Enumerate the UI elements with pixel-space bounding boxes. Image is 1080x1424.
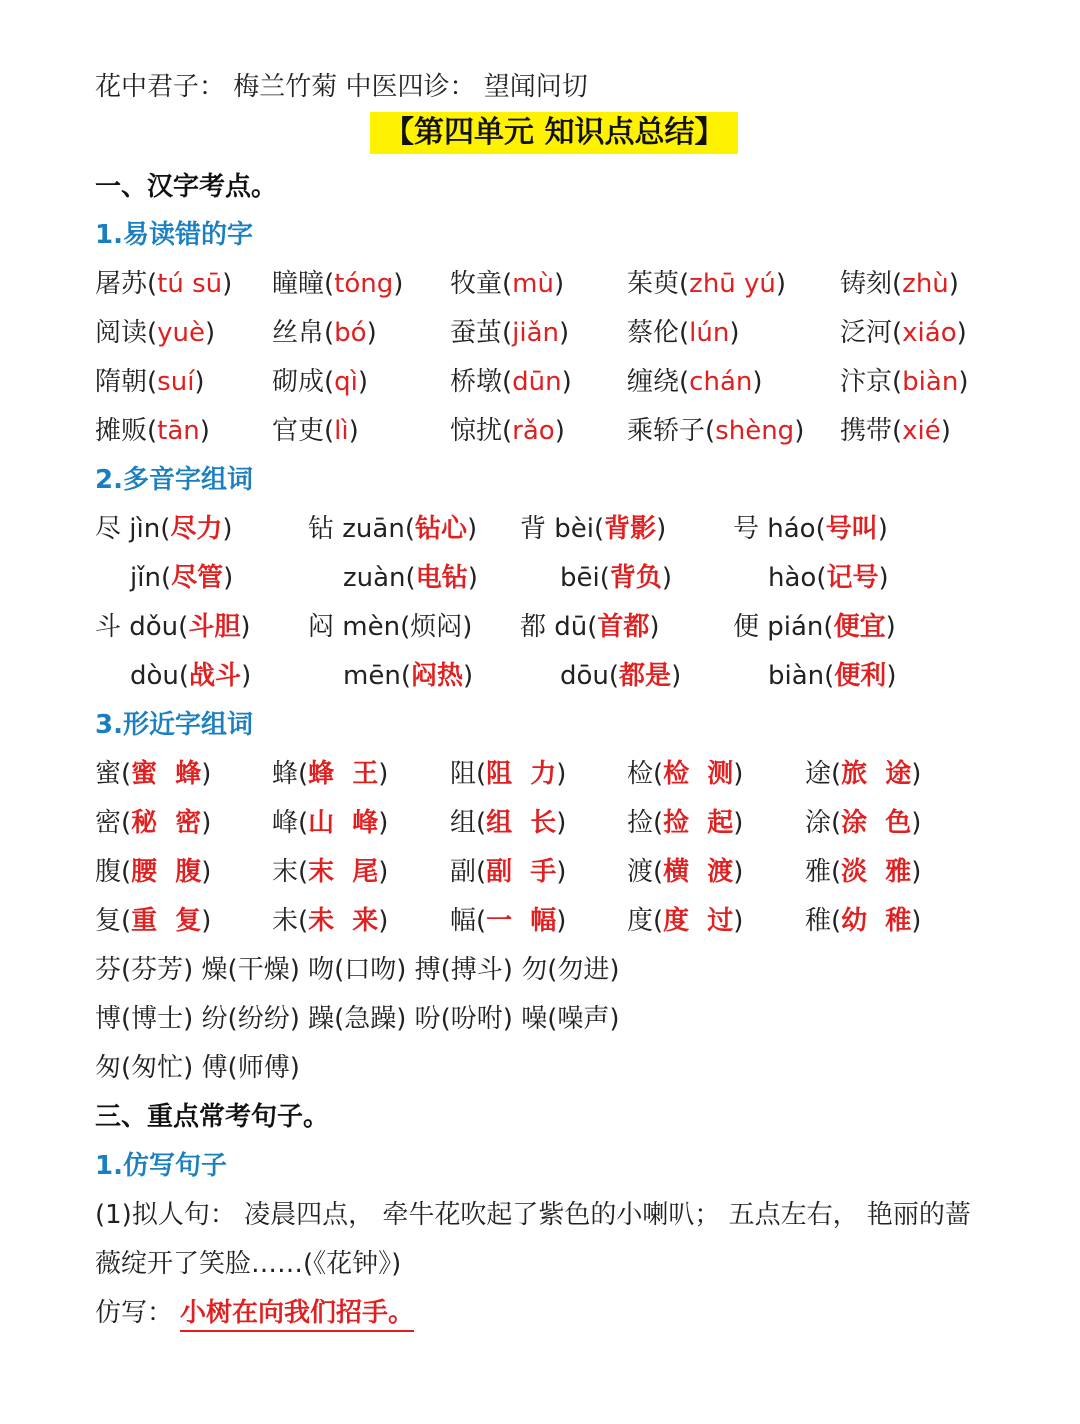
similar-item: 渡(横 渡): [627, 857, 744, 887]
misread-item: 阅读(yuè): [95, 318, 216, 348]
polyphonic-item: 都 dū(首都): [520, 612, 660, 642]
polyphonic-item: mēn(闷热): [343, 661, 474, 691]
plain-line-3: 匆(匆忙) 傅(师傅): [95, 1053, 300, 1083]
misread-pinyin: qì: [334, 367, 358, 397]
polyphonic-word: 尽力: [170, 514, 223, 544]
polyphonic-item: 斗 dǒu(斗胆): [95, 612, 251, 642]
polyphonic-pinyin: zuàn: [343, 563, 406, 593]
polyphonic-item: hào(记号): [768, 563, 889, 593]
similar-word: 旅 途: [841, 759, 912, 789]
polyphonic-char: 都: [520, 612, 555, 642]
polyphonic-pinyin: zuān: [342, 514, 405, 544]
similar-item: 途(旅 途): [805, 759, 922, 789]
misread-item: 泛河(xiáo): [840, 318, 967, 348]
polyphonic-item: 尽 jìn(尽力): [95, 514, 233, 544]
polyphonic-item: dōu(都是): [560, 661, 682, 691]
misread-pinyin: lì: [334, 416, 349, 446]
polyphonic-pinyin: dòu: [130, 661, 179, 691]
similar-item: 度(度 过): [627, 906, 744, 936]
similar-word: 副 手: [486, 857, 557, 887]
misread-item: 惊扰(rǎo): [450, 416, 565, 446]
similar-char: 涂: [805, 808, 832, 838]
similar-word: 捡 起: [663, 808, 734, 838]
polyphonic-word: 首都: [597, 612, 650, 642]
misread-pinyin: tān: [157, 416, 200, 446]
similar-word: 一 幅: [486, 906, 557, 936]
misread-item: 蔡伦(lún): [627, 318, 740, 348]
polyphonic-item: 闷 mèn(烦闷): [308, 612, 473, 642]
misread-item: 茱萸(zhū yú): [627, 269, 787, 299]
misread-pinyin: shèng: [715, 416, 795, 446]
page-title: 【第四单元 知识点总结】: [370, 112, 738, 154]
similar-char: 途: [805, 759, 832, 789]
misread-pinyin: biàn: [902, 367, 959, 397]
misread-pinyin: yuè: [157, 318, 206, 348]
polyphonic-item: 钻 zuān(钻心): [308, 514, 478, 544]
similar-char: 捡: [627, 808, 654, 838]
similar-item: 检(检 测): [627, 759, 744, 789]
similar-item: 末(末 尾): [272, 857, 389, 887]
polyphonic-pinyin: biàn: [768, 661, 825, 691]
misread-pinyin: lún: [689, 318, 730, 348]
misread-pinyin: xié: [902, 416, 941, 446]
polyphonic-word: 烦闷: [410, 612, 463, 642]
polyphonic-item: bēi(背负): [560, 563, 673, 593]
similar-char: 末: [272, 857, 299, 887]
similar-char: 未: [272, 906, 299, 936]
polyphonic-item: zuàn(电钻): [343, 563, 478, 593]
polyphonic-word: 尽管: [171, 563, 224, 593]
similar-char: 稚: [805, 906, 832, 936]
similar-item: 复(重 复): [95, 906, 212, 936]
polyphonic-item: dòu(战斗): [130, 661, 252, 691]
similar-item: 副(副 手): [450, 857, 567, 887]
section-heading-3: 三、重点常考句子。: [95, 1102, 330, 1132]
similar-char: 雅: [805, 857, 832, 887]
similar-word: 山 峰: [308, 808, 379, 838]
misread-char: 携带: [840, 416, 893, 446]
misread-item: 铸刻(zhù): [840, 269, 959, 299]
polyphonic-word: 都是: [619, 661, 672, 691]
misread-pinyin: zhū yú: [689, 269, 776, 299]
similar-item: 未(未 来): [272, 906, 389, 936]
misread-item: 丝帛(bó): [272, 318, 377, 348]
misread-char: 缠绕: [627, 367, 680, 397]
similar-char: 渡: [627, 857, 654, 887]
polyphonic-word: 号叫: [825, 514, 878, 544]
polyphonic-word: 闷热: [410, 661, 463, 691]
polyphonic-pinyin: dǒu: [129, 612, 179, 642]
polyphonic-char: 尽: [95, 514, 130, 544]
similar-item: 阻(阻 力): [450, 759, 567, 789]
misread-char: 屠苏: [95, 269, 148, 299]
similar-item: 幅(一 幅): [450, 906, 567, 936]
similar-word: 腰 腹: [131, 857, 202, 887]
polyphonic-item: 号 háo(号叫): [733, 514, 888, 544]
similar-word: 末 尾: [308, 857, 379, 887]
misread-item: 瞳瞳(tóng): [272, 269, 404, 299]
similar-item: 蜜(蜜 蜂): [95, 759, 212, 789]
misread-char: 茱萸: [627, 269, 680, 299]
similar-char: 密: [95, 808, 122, 838]
plain-line-1: 芬(芬芳) 燥(干燥) 吻(口吻) 搏(搏斗) 勿(勿进): [95, 955, 620, 985]
misread-char: 瞳瞳: [272, 269, 325, 299]
similar-item: 雅(淡 雅): [805, 857, 922, 887]
misread-pinyin: xiáo: [902, 318, 957, 348]
similar-item: 捡(捡 起): [627, 808, 744, 838]
similar-char: 幅: [450, 906, 477, 936]
similar-word: 幼 稚: [841, 906, 912, 936]
polyphonic-word: 记号: [826, 563, 879, 593]
misread-item: 缠绕(chán): [627, 367, 763, 397]
polyphonic-word: 斗胆: [188, 612, 241, 642]
similar-word: 横 渡: [663, 857, 734, 887]
similar-word: 淡 雅: [841, 857, 912, 887]
polyphonic-word: 电钻: [415, 563, 468, 593]
similar-item: 腹(腰 腹): [95, 857, 212, 887]
polyphonic-char: 号: [733, 514, 768, 544]
plain-line-2: 博(博士) 纷(纷纷) 躁(急躁) 吩(吩咐) 噪(噪声): [95, 1004, 620, 1034]
polyphonic-word: 便利: [834, 661, 887, 691]
misread-char: 官吏: [272, 416, 325, 446]
similar-word: 蜜 蜂: [131, 759, 202, 789]
misread-pinyin: jiǎn: [512, 318, 560, 348]
similar-char: 检: [627, 759, 654, 789]
similar-word: 重 复: [131, 906, 202, 936]
misread-char: 惊扰: [450, 416, 503, 446]
polyphonic-pinyin: jǐn: [130, 563, 161, 593]
polyphonic-pinyin: hào: [768, 563, 817, 593]
polyphonic-pinyin: bèi: [554, 514, 594, 544]
similar-word: 未 来: [308, 906, 379, 936]
misread-char: 泛河: [840, 318, 893, 348]
misread-pinyin: suí: [157, 367, 195, 397]
polyphonic-pinyin: dōu: [560, 661, 609, 691]
subheading-similar: 3.形近字组词: [95, 710, 253, 740]
similar-item: 密(秘 密): [95, 808, 212, 838]
polyphonic-char: 钻: [308, 514, 343, 544]
polyphonic-pinyin: pián: [767, 612, 824, 642]
misread-pinyin: tú sū: [157, 269, 223, 299]
misread-item: 隋朝(suí): [95, 367, 205, 397]
imitate-answer: 小树在向我们招手。: [180, 1300, 414, 1332]
misread-char: 蚕茧: [450, 318, 503, 348]
subheading-polyphonic: 2.多音字组词: [95, 465, 253, 495]
misread-pinyin: bó: [334, 318, 367, 348]
similar-char: 蜂: [272, 759, 299, 789]
polyphonic-pinyin: jìn: [129, 514, 161, 544]
misread-char: 丝帛: [272, 318, 325, 348]
polyphonic-pinyin: mèn: [342, 612, 401, 642]
similar-char: 副: [450, 857, 477, 887]
misread-pinyin: dūn: [512, 367, 562, 397]
misread-item: 桥墩(dūn): [450, 367, 572, 397]
misread-char: 摊贩: [95, 416, 148, 446]
similar-word: 蜂 王: [308, 759, 379, 789]
example-sentence-line-2: 薇绽开了笑脸……(《花钟》): [95, 1249, 402, 1279]
polyphonic-pinyin: háo: [767, 514, 816, 544]
polyphonic-pinyin: bēi: [560, 563, 600, 593]
misread-char: 乘轿子: [627, 416, 706, 446]
polyphonic-item: 便 pián(便宜): [733, 612, 896, 642]
polyphonic-item: biàn(便利): [768, 661, 897, 691]
polyphonic-word: 背负: [609, 563, 662, 593]
misread-char: 隋朝: [95, 367, 148, 397]
misread-pinyin: zhù: [902, 269, 949, 299]
misread-item: 携带(xié): [840, 416, 951, 446]
polyphonic-pinyin: mēn: [343, 661, 401, 691]
similar-item: 稚(幼 稚): [805, 906, 922, 936]
similar-char: 度: [627, 906, 654, 936]
similar-char: 组: [450, 808, 477, 838]
similar-word: 涂 色: [841, 808, 912, 838]
misread-char: 牧童: [450, 269, 503, 299]
similar-word: 度 过: [663, 906, 734, 936]
similar-item: 蜂(蜂 王): [272, 759, 389, 789]
misread-char: 砌成: [272, 367, 325, 397]
similar-item: 组(组 长): [450, 808, 567, 838]
similar-word: 阻 力: [486, 759, 557, 789]
polyphonic-word: 背影: [604, 514, 657, 544]
polyphonic-item: 背 bèi(背影): [520, 514, 667, 544]
misread-item: 蚕茧(jiǎn): [450, 318, 570, 348]
misread-item: 摊贩(tān): [95, 416, 210, 446]
similar-word: 秘 密: [131, 808, 202, 838]
misread-item: 屠苏(tú sū): [95, 269, 233, 299]
misread-pinyin: tóng: [334, 269, 394, 299]
imitate-label: 仿写：: [95, 1298, 174, 1328]
misread-char: 桥墩: [450, 367, 503, 397]
misread-char: 蔡伦: [627, 318, 680, 348]
subheading-imitate: 1.仿写句子: [95, 1151, 227, 1181]
misread-pinyin: mù: [512, 269, 554, 299]
misread-char: 铸刻: [840, 269, 893, 299]
similar-word: 检 测: [663, 759, 734, 789]
misread-item: 砌成(qì): [272, 367, 369, 397]
example-sentence-line-1: (1)拟人句： 凌晨四点， 牵牛花吹起了紫色的小喇叭； 五点左右， 艳丽的蔷: [95, 1200, 971, 1230]
polyphonic-char: 便: [733, 612, 768, 642]
misread-pinyin: chán: [689, 367, 753, 397]
section-heading-1: 一、汉字考点。: [95, 172, 278, 202]
polyphonic-word: 战斗: [189, 661, 242, 691]
misread-item: 官吏(lì): [272, 416, 359, 446]
top-line: 花中君子： 梅兰竹菊 中医四诊： 望闻问切: [95, 72, 588, 102]
misread-item: 乘轿子(shèng): [627, 416, 805, 446]
misread-item: 牧童(mù): [450, 269, 565, 299]
similar-char: 阻: [450, 759, 477, 789]
misread-pinyin: rǎo: [512, 416, 555, 446]
polyphonic-word: 钻心: [414, 514, 467, 544]
polyphonic-item: jǐn(尽管): [130, 563, 234, 593]
polyphonic-char: 斗: [95, 612, 130, 642]
misread-item: 汴京(biàn): [840, 367, 969, 397]
similar-char: 腹: [95, 857, 122, 887]
misread-char: 汴京: [840, 367, 893, 397]
polyphonic-word: 便宜: [833, 612, 886, 642]
similar-item: 涂(涂 色): [805, 808, 922, 838]
polyphonic-pinyin: dū: [554, 612, 588, 642]
polyphonic-char: 闷: [308, 612, 343, 642]
similar-char: 复: [95, 906, 122, 936]
subheading-misread: 1.易读错的字: [95, 220, 253, 250]
similar-item: 峰(山 峰): [272, 808, 389, 838]
similar-char: 蜜: [95, 759, 122, 789]
similar-char: 峰: [272, 808, 299, 838]
similar-word: 组 长: [486, 808, 557, 838]
misread-char: 阅读: [95, 318, 148, 348]
polyphonic-char: 背: [520, 514, 555, 544]
